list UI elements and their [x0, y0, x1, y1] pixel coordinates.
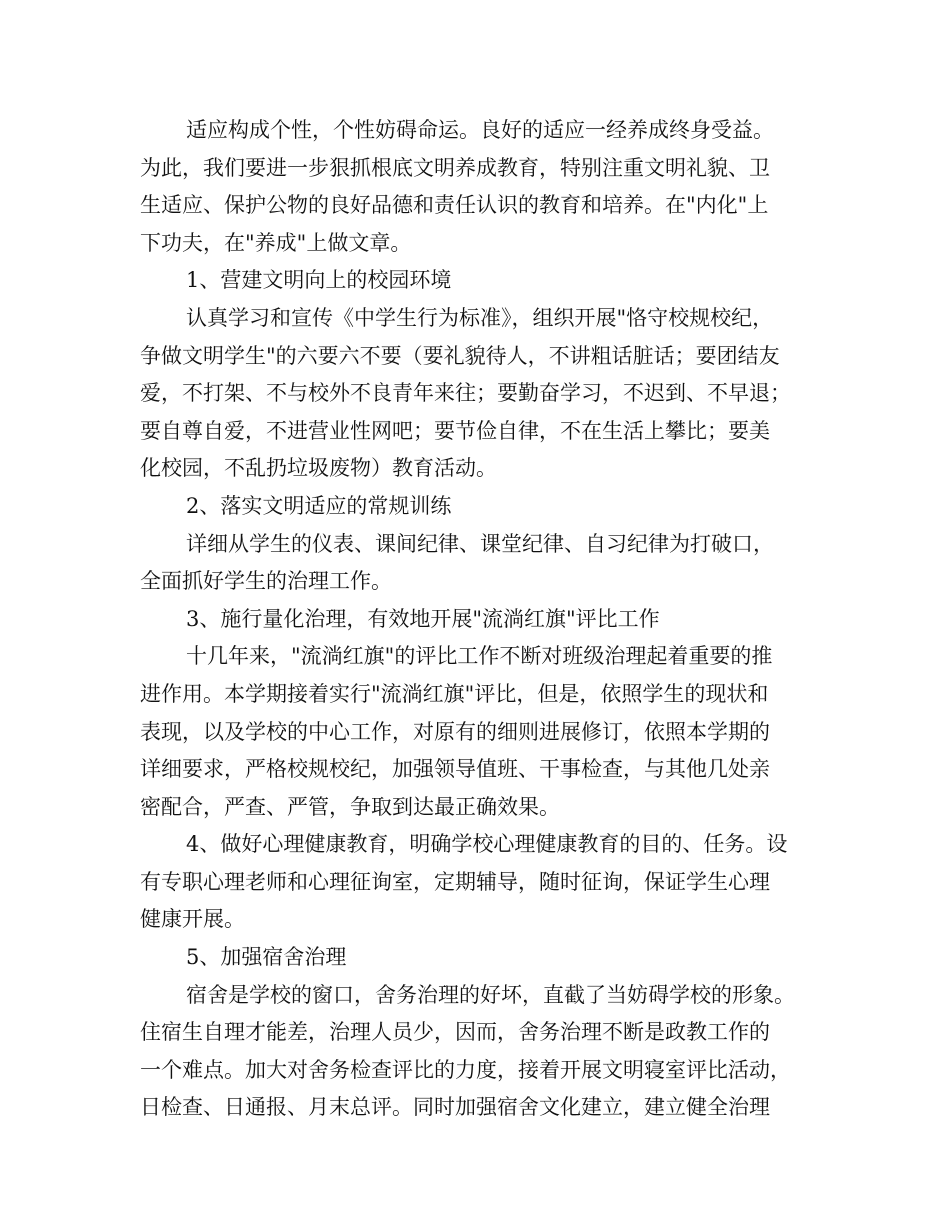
text-line: 1、营建文明向上的校园环境: [186, 268, 452, 293]
text-line: 详细从学生的仪表、课间纪律、课堂纪律、自习纪律为打破口，: [186, 531, 774, 556]
text-line: 5、加强宿舍治理: [186, 945, 347, 970]
text-line: 详细要求，严格校规校纪，加强领导值班、干事检查，与其他几处亲: [140, 757, 770, 782]
text-line: 认真学习和宣传《中学生行为标准》，组织开展"恪守校规校纪，: [186, 305, 774, 330]
text-line: 下功夫，在"养成"上做文章。: [140, 230, 412, 255]
text-line: 密配合，严查、严管，争取到达最正确效果。: [140, 794, 560, 819]
text-line: 4、做好心理健康教育，明确学校心理健康教育的目的、任务。设: [186, 832, 788, 857]
text-line: 一个难点。加大对舍务检查评比的力度，接着开展文明寝室评比活动，: [140, 1057, 791, 1082]
text-line: 适应构成个性，个性妨碍命运。良好的适应一经养成终身受益。: [186, 118, 774, 142]
text-line: 2、落实文明适应的常规训练: [186, 493, 452, 518]
text-line: 3、施行量化治理，有效地开展"流淌红旗"评比工作: [186, 606, 660, 631]
text-line: 十几年来，"流淌红旗"的评比工作不断对班级治理起着重要的推: [186, 644, 773, 669]
text-line: 表现，以及学校的中心工作，对原有的细则进展修订，依照本学期的: [140, 719, 770, 744]
text-line: 要自尊自爱，不进营业性网吧；要节俭自律，不在生活上攀比；要美: [140, 418, 770, 443]
text-line: 住宿生自理才能差，治理人员少，因而，舍务治理不断是政教工作的: [140, 1020, 770, 1045]
text-line: 有专职心理老师和心理征询室，定期辅导，随时征询，保证学生心理: [140, 869, 770, 894]
text-line: 为此，我们要进一步狠抓根底文明养成教育，特别注重文明礼貌、卫: [140, 155, 770, 180]
text-line: 生适应、保护公物的良好品德和责任认识的教育和培养。在"内化"上: [140, 193, 769, 218]
text-line: 健康开展。: [140, 907, 245, 932]
text-line: 全面抓好学生的治理工作。: [140, 569, 392, 594]
text-line: 进作用。本学期接着实行"流淌红旗"评比，但是，依照学生的现状和: [140, 681, 769, 706]
text-line: 日检查、日通报、月末总评。同时加强宿舍文化建立，建立健全治理: [140, 1095, 770, 1120]
text-line: 宿舍是学校的窗口，舍务治理的好坏，直截了当妨碍学校的形象。: [186, 982, 795, 1007]
document-body: [140, 112, 830, 1127]
text-line: 争做文明学生"的六要六不要（要礼貌待人，不讲粗话脏话；要团结友: [140, 343, 780, 368]
text-line: 爱，不打架、不与校外不良青年来往；要勤奋学习，不迟到、不早退；: [140, 381, 791, 406]
text-line: 化校园，不乱扔垃圾废物）教育活动。: [140, 456, 497, 481]
